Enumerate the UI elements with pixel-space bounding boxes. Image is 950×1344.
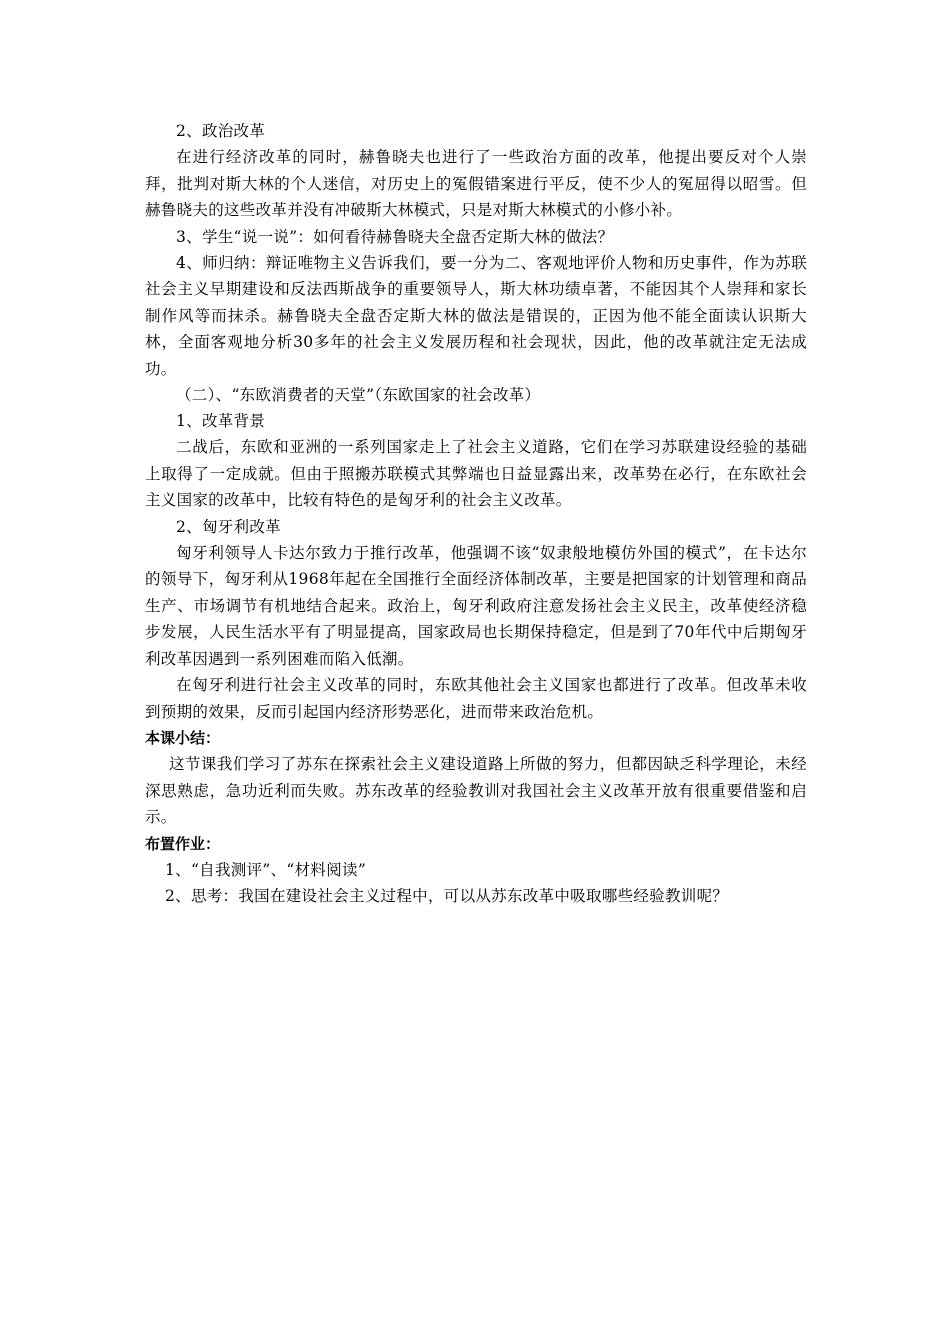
lesson-summary-paragraph: 这节课我们学习了苏东在探索社会主义建设道路上所做的努力，但都因缺乏科学理论，未经深思熟虑，急功近利而失败。苏东改革的经验教训对我国社会主义改革开放有很重要借鉴和启示。	[145, 755, 807, 826]
document-page	[145, 118, 807, 909]
eastern-europe-section-title: （二）、“东欧消费者的天堂”（东欧国家的社会改革）	[176, 386, 541, 404]
homework-item-1: 1、“自我测评”、“材料阅读”	[165, 860, 367, 879]
discussion-question: 3、学生“说一说”：如何看待赫鲁晓夫全盘否定斯大林的做法？	[176, 227, 614, 246]
political-reform-paragraph: 在进行经济改革的同时，赫鲁晓夫也进行了一些政治方面的改革，他提出要反对个人崇拜，批判对斯大林的个人迷信，对历史上的冤假错案进行平反，使不少人的冤屈得以昭雪。但赫鲁晓夫的这些改革并没有冲破斯大林模式，只是对斯大林模式的小修小补。	[145, 148, 807, 219]
lesson-summary-heading: 本课小结：	[145, 729, 221, 747]
hungary-reform-heading: 2、匈牙利改革	[176, 517, 281, 536]
reform-background-paragraph: 二战后，东欧和亚洲的一系列国家走上了社会主义道路，它们在学习苏联建设经验的基础上取得了一定成就。但由于照搬苏联模式其弊端也日益显露出来，改革势在必行，在东欧社会主义国家的改革中，比较有特色的是匈牙利的社会主义改革。	[145, 438, 807, 509]
hungary-reform-paragraph: 匈牙利领导人卡达尔致力于推行改革，他强调不该“奴隶般地模仿外国的模式”，在卡达尔的领导下，匈牙利从1968年起在全国推行全面经济体制改革，主要是把国家的计划管理和商品生产、市场调节有机地结合起来。政治上，匈牙利政府注意发扬社会主义民主，改革使经济稳步发展，人民生活水平有了明显提高，国家政局也长期保持稳定，但是到了70年代中后期匈牙利改革因遇到一系列困难而陷入低潮。	[145, 543, 807, 668]
teacher-summary-paragraph: 4、师归纳：辩证唯物主义告诉我们，要一分为二、客观地评价人物和历史事件，作为苏联社会主义早期建设和反法西斯战争的重要领导人，斯大林功绩卓著，不能因其个人崇拜和家长制作风等而抹杀。赫鲁晓夫全盘否定斯大林的做法是错误的，正因为他不能全面读认识斯大林，全面客观地分析30多年的社会主义发展历程和社会现状，因此，他的改革就注定无法成功。	[145, 253, 807, 378]
political-reform-heading: 2、政治改革	[176, 122, 266, 140]
reform-background-heading: 1、改革背景	[176, 412, 266, 430]
homework-heading: 布置作业：	[145, 834, 221, 853]
homework-item-2: 2、思考：我国在建设社会主义过程中，可以从苏东改革中吸取哪些经验教训呢？	[165, 886, 729, 905]
other-countries-paragraph: 在匈牙利进行社会主义改革的同时，东欧其他社会主义国家也都进行了改革。但改革未收到预期的效果，反而引起国内经济形势恶化，进而带来政治危机。	[145, 676, 807, 721]
